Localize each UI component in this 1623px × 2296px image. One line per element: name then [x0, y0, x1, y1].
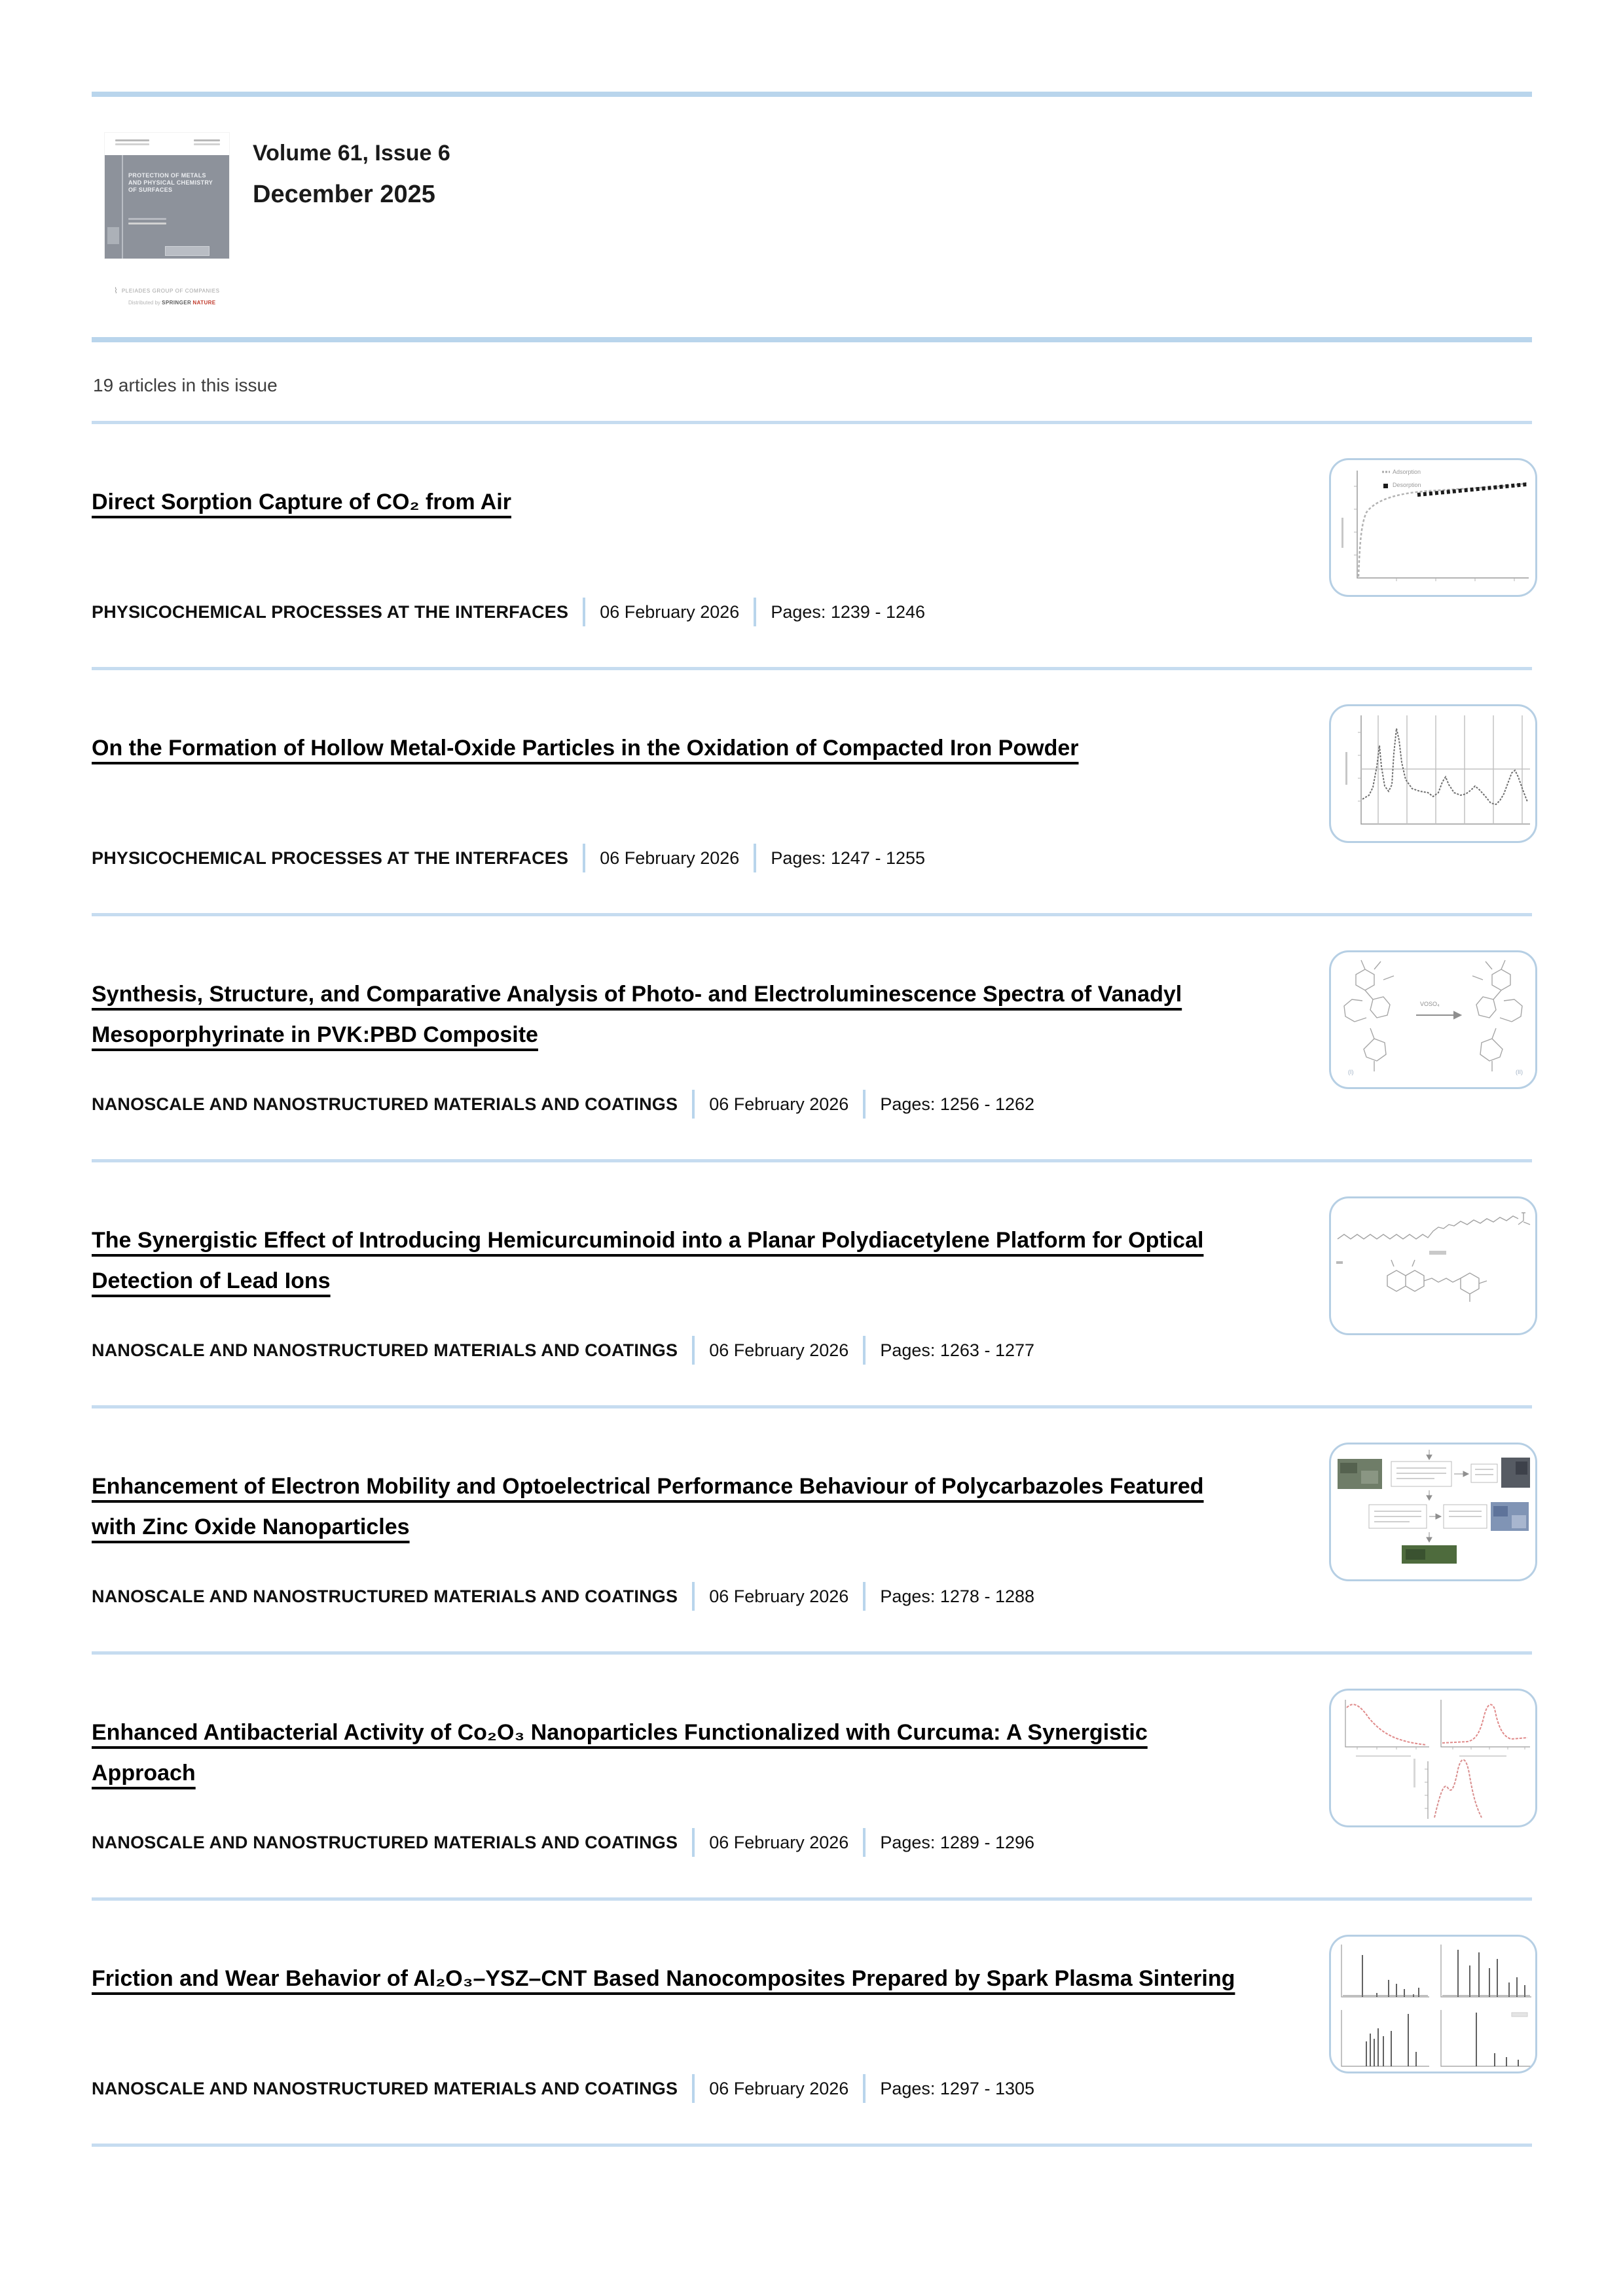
header-bottom-divider	[92, 337, 1532, 342]
reaction-scheme-graphic	[1331, 952, 1535, 1087]
article-pages: Pages: 1297 - 1305	[880, 2078, 1035, 2098]
meta-divider	[754, 598, 756, 626]
article-date: 06 February 2026	[709, 1832, 849, 1852]
article-thumbnail[interactable]	[1329, 1196, 1537, 1335]
article-meta	[92, 598, 925, 626]
article-pages: Pages: 1239 - 1246	[771, 601, 926, 622]
article-date: 06 February 2026	[709, 1586, 849, 1606]
issue-title-block	[236, 133, 450, 337]
reaction-reagent-label: VOSO₄	[1420, 1001, 1440, 1007]
header-top-divider	[92, 92, 1532, 97]
volume-issue-title: Volume 61, Issue 6	[253, 141, 450, 166]
article-thumbnail[interactable]	[1329, 704, 1537, 843]
distributor-line	[128, 300, 236, 306]
article-date: 06 February 2026	[709, 1340, 849, 1360]
article-pages: Pages: 1247 - 1255	[771, 848, 926, 868]
cover-issn-microtext	[194, 139, 220, 155]
article-item	[92, 424, 1532, 670]
article-item	[92, 1655, 1532, 1901]
article-section-label: NANOSCALE AND NANOSTRUCTURED MATERIALS AND COATINGS	[92, 1094, 678, 1114]
meta-divider	[692, 2074, 695, 2103]
article-meta	[92, 1828, 1034, 1857]
meta-divider	[863, 2074, 866, 2103]
isotherm-legend-desorption: Desorption	[1393, 482, 1421, 488]
article-meta	[92, 1090, 1034, 1119]
article-date: 06 February 2026	[600, 601, 740, 622]
cover-issue-microtext	[115, 139, 149, 155]
meta-divider	[863, 1090, 866, 1119]
article-meta	[92, 1336, 1034, 1365]
isotherm-legend-adsorption: Adsorption	[1393, 469, 1421, 475]
molecule-structure-graphic	[1331, 1198, 1535, 1333]
article-date: 06 February 2026	[709, 2078, 849, 2098]
article-section-label: NANOSCALE AND NANOSTRUCTURED MATERIALS AND COATINGS	[92, 1586, 678, 1606]
meta-divider	[754, 844, 756, 872]
journal-cover-column	[105, 133, 236, 337]
article-thumbnail[interactable]	[1329, 950, 1537, 1089]
meta-divider	[692, 1828, 695, 1857]
article-item	[92, 1901, 1532, 2147]
meta-divider	[863, 1582, 866, 1611]
article-section-label: PHYSICOCHEMICAL PROCESSES AT THE INTERFACES	[92, 848, 569, 868]
issue-toc-page	[92, 0, 1532, 2147]
cover-masthead	[105, 133, 229, 155]
publisher-block	[114, 286, 236, 306]
article-item	[92, 1408, 1532, 1655]
article-pages: Pages: 1263 - 1277	[880, 1340, 1035, 1360]
spectrum-chart-graphic	[1331, 706, 1535, 841]
article-item	[92, 670, 1532, 916]
article-pages: Pages: 1256 - 1262	[880, 1094, 1035, 1114]
article-meta	[92, 844, 925, 872]
pleiades-logo-icon: ⌇	[114, 286, 118, 295]
isotherm-chart-graphic	[1331, 460, 1535, 595]
cover-gray-panel	[105, 155, 229, 259]
springer-brand-text: SPRINGER	[162, 300, 192, 306]
meta-divider	[692, 1582, 695, 1611]
article-section-label: NANOSCALE AND NANOSTRUCTURED MATERIALS AND COATINGS	[92, 1340, 678, 1360]
article-pages: Pages: 1278 - 1288	[880, 1586, 1035, 1606]
article-date: 06 February 2026	[600, 848, 740, 868]
cover-journal-title: PROTECTION OF METALS AND PHYSICAL CHEMISTRY OF SURFACES	[128, 172, 213, 193]
article-title-link[interactable]: The Synergistic Effect of Introducing Hemicurcuminoid into a Planar Polydiacetylene Platform for Optical Detection of Lead Ions	[92, 1228, 1204, 1293]
cover-publisher-logo	[107, 227, 119, 244]
article-count-label: 19 articles in this issue	[93, 375, 278, 395]
article-meta	[92, 1582, 1034, 1611]
article-pages: Pages: 1289 - 1296	[880, 1832, 1035, 1852]
article-section-label: NANOSCALE AND NANOSTRUCTURED MATERIALS AND COATINGS	[92, 1832, 678, 1852]
article-title-link[interactable]: Direct Sorption Capture of CO₂ from Air	[92, 490, 511, 514]
article-title-link[interactable]: Enhancement of Electron Mobility and Optoelectrical Performance Behaviour of Polycarbazoles Featured with Zinc Oxide Nanoparticles	[92, 1474, 1204, 1539]
spectra-panels-graphic	[1331, 1691, 1535, 1825]
svg-text:(I): (I)	[1348, 1069, 1354, 1075]
publisher-name: PLEIADES GROUP OF COMPANIES	[121, 287, 220, 294]
meta-divider	[692, 1336, 695, 1365]
cover-button-graphic	[165, 246, 210, 256]
article-thumbnail[interactable]	[1329, 1935, 1537, 2073]
issue-header	[92, 97, 1532, 337]
article-thumbnail[interactable]	[1329, 458, 1537, 597]
journal-cover-image	[105, 133, 229, 259]
issue-date-title: December 2025	[253, 181, 435, 208]
distributed-by-label: Distributed by	[128, 300, 160, 306]
nature-brand-text: NATURE	[192, 300, 216, 306]
article-section-label: NANOSCALE AND NANOSTRUCTURED MATERIALS AND COATINGS	[92, 2078, 678, 2098]
meta-divider	[583, 844, 585, 872]
article-title-link[interactable]: Synthesis, Structure, and Comparative Analysis of Photo- and Electroluminescence Spectra of Vanadyl Mesoporphyrinate in PVK:PBD Composite	[92, 982, 1182, 1047]
article-section-label: PHYSICOCHEMICAL PROCESSES AT THE INTERFACES	[92, 601, 569, 622]
meta-divider	[692, 1090, 695, 1119]
article-item	[92, 916, 1532, 1162]
article-thumbnail[interactable]	[1329, 1689, 1537, 1827]
article-meta	[92, 2074, 1034, 2103]
article-thumbnail[interactable]	[1329, 1443, 1537, 1581]
cover-editors-microtext	[128, 218, 166, 227]
cover-divider-line	[122, 155, 123, 259]
article-item	[92, 1162, 1532, 1408]
xrd-patterns-graphic	[1331, 1937, 1535, 2072]
flowchart-graphic	[1331, 1444, 1535, 1579]
meta-divider	[583, 598, 585, 626]
article-title-link[interactable]: Friction and Wear Behavior of Al₂O₃–YSZ–CNT Based Nanocomposites Prepared by Spark Plasma Sintering	[92, 1966, 1235, 1991]
meta-divider	[863, 1828, 866, 1857]
svg-text:(II): (II)	[1516, 1069, 1523, 1075]
article-title-link[interactable]: On the Formation of Hollow Metal-Oxide Particles in the Oxidation of Compacted Iron Powder	[92, 736, 1079, 761]
article-title-link[interactable]: Enhanced Antibacterial Activity of Co₂O₃ Nanoparticles Functionalized with Curcuma: A Synergistic Approach	[92, 1720, 1148, 1785]
meta-divider	[863, 1336, 866, 1365]
article-date: 06 February 2026	[709, 1094, 849, 1114]
